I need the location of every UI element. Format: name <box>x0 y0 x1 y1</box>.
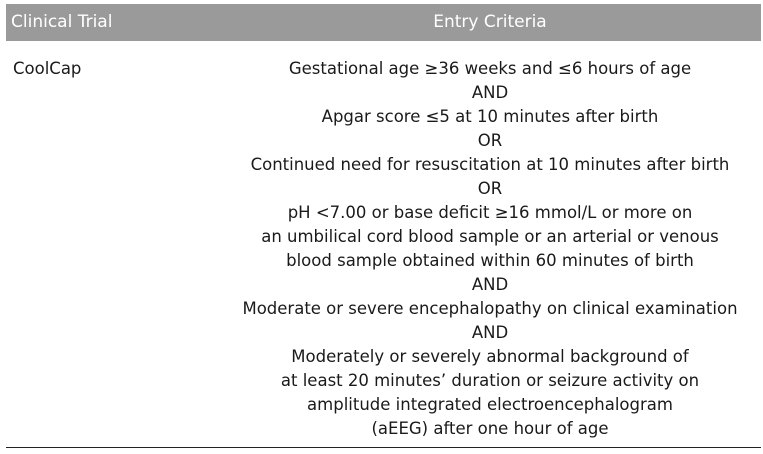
entry-criteria-table <box>6 4 761 449</box>
table-bottom-rule <box>6 447 761 448</box>
criteria-line: Continued need for resuscitation at 10 minutes after birth <box>250 155 730 174</box>
criteria-connector: AND <box>471 275 509 294</box>
criteria-line: an umbilical cord blood sample or an arterial or venous <box>261 227 719 246</box>
criteria-line: amplitude integrated electroencephalogram <box>307 395 673 414</box>
table-header <box>6 4 761 41</box>
criteria-connector: OR <box>477 179 503 198</box>
criteria-cell <box>219 57 761 441</box>
criteria-connector: OR <box>477 131 503 150</box>
criteria-line: Moderately or severely abnormal background of <box>291 347 689 366</box>
criteria-connector: AND <box>471 83 509 102</box>
criteria-line: Moderate or severe encephalopathy on clinical examination <box>242 299 738 318</box>
criteria-line: pH <7.00 or base deficit ≥16 mmol/L or more on <box>287 203 693 222</box>
criteria-line: blood sample obtained within 60 minutes of birth <box>286 251 694 270</box>
header-entry-criteria: Entry Criteria <box>433 12 547 32</box>
criteria-line: at least 20 minutes’ duration or seizure activity on <box>280 371 700 390</box>
header-clinical-trial: Clinical Trial <box>11 12 113 32</box>
criteria-line: Apgar score ≤5 at 10 minutes after birth <box>321 107 659 126</box>
trial-name-cell: CoolCap <box>13 59 82 78</box>
criteria-connector: AND <box>471 323 509 342</box>
criteria-line: Gestational age ≥36 weeks and ≤6 hours of age <box>288 59 692 78</box>
criteria-line: (aEEG) after one hour of age <box>371 419 609 438</box>
